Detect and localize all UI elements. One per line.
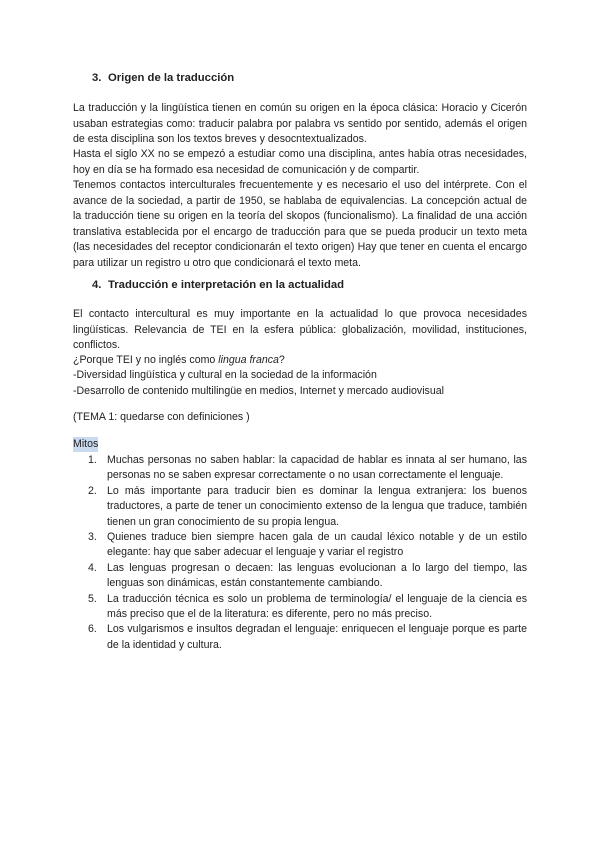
mitos-item-text: La traducción técnica es solo un problema de terminología/ el lenguaje de la ciencia es más preciso que el de la literatura: es diferente, pero no más preciso. <box>107 592 527 621</box>
mitos-item-1 <box>88 453 527 484</box>
mitos-item-number: 5. <box>88 592 97 605</box>
section-4-heading <box>92 279 344 291</box>
section-4-number: 4. <box>92 279 102 291</box>
question-suffix: ? <box>278 354 285 366</box>
section-4-note: (TEMA 1: quedarse con definiciones ) <box>73 411 250 423</box>
section-3-paragraph-2: Hasta el siglo XX no se empezó a estudiar como una disciplina, antes había otras necesidades, hoy en día se ha formado esa necesidad de comunicación y de compartir. <box>73 148 527 176</box>
section-3-paragraph-1: La traducción y la lingüística tienen en común su origen en la época clásica: Horacio y Cicerón usaban estrategias como: traducir palabra por palabra vs sentido por sentido, además el origen de esta disciplina son los textos breves y desocntextualizados. <box>73 102 527 145</box>
mitos-item-4 <box>88 561 527 592</box>
mitos-item-number: 2. <box>88 484 97 497</box>
mitos-item-text: Los vulgarismos e insultos degradan el lenguaje: enriquecen el lenguaje porque es parte de la identidad y cultura. <box>107 623 527 651</box>
mitos-label: Mitos <box>73 438 99 450</box>
mitos-item-3 <box>88 530 527 561</box>
section-4-paragraph-1: El contacto intercultural es muy importante en la actualidad lo que provoca necesidades lingüísticas. Relevancia de TEI en la esfera pública: globalización, movilidad, instituciones, conflictos. <box>73 308 527 351</box>
section-3-heading <box>92 72 234 84</box>
mitos-item-number: 4. <box>88 561 97 574</box>
mitos-item-6 <box>88 622 527 653</box>
mitos-item-text: Muchas personas no saben hablar: la capacidad de hablar es innata al ser humano, las personas no se saben expresar correctamente o no usan correctamente el lenguaje. <box>107 454 527 482</box>
mitos-item-text: Lo más importante para traducir bien es dominar la lengua extranjera: los buenos traductores, a parte de tener un conocimiento extenso de la lengua que traduce, también tienen un gran conocimiento de su propia lengua. <box>107 484 527 528</box>
mitos-item-5 <box>88 592 527 623</box>
section-3-title: Origen de la traducción <box>108 72 235 84</box>
mitos-item-number: 1. <box>88 454 97 466</box>
question-italic-term: lingua franca <box>218 354 279 366</box>
mitos-item-text: Quienes traduce bien siempre hacen gala de un caudal léxico notable y de un estilo elegante: hay que saber adecuar el lenguaje y variar el registro <box>107 531 527 559</box>
mitos-item-text: Las lenguas progresan o decaen: las lenguas evolucionan a lo largo del tiempo, las lenguas son dinámicas, están constantemente cambiando. <box>107 561 527 590</box>
mitos-item-2 <box>88 484 527 530</box>
section-4-bullet-2: -Desarrollo de contenido multilingüe en medios, Internet y mercado audiovisual <box>73 385 444 397</box>
section-4-title: Traducción e interpretación en la actualidad <box>108 279 345 291</box>
section-3-paragraph-3: Tenemos contactos interculturales frecuentemente y es necesario el uso del intérprete. Con el avance de la sociedad, a partir de 1950, se hablaba de equivalencias. La concepción actual de la traducción tiene su origen en la teoría del skopos (funcionalismo). La finalidad de una acción translativa establecida por el encargo de traducción para que se pueda producir un texto meta (las necesidades del receptor condicionarán el texto origen) Hay que tener en cuenta el encargo para utilizar un registro u otro que condicionará el texto meta. <box>73 179 527 269</box>
section-4-question <box>73 353 285 369</box>
question-prefix: ¿Porque TEI y no inglés como <box>73 354 219 366</box>
mitos-item-number: 6. <box>88 623 97 636</box>
mitos-list <box>88 453 527 653</box>
section-3-number: 3. <box>92 72 102 84</box>
section-4-bullet-1: -Diversidad lingüística y cultural en la sociedad de la información <box>73 369 377 381</box>
mitos-item-number: 3. <box>88 531 97 544</box>
